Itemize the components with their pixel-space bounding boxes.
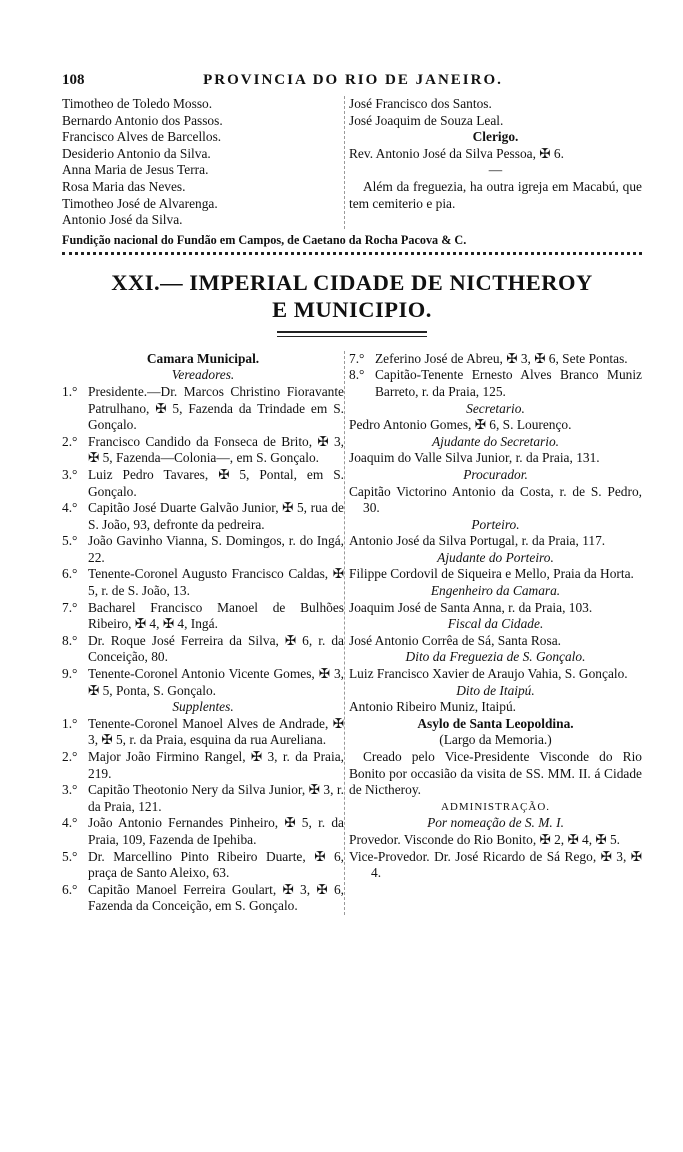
foundry-line: Fundição nacional do Fundão em Campos, de Caetano da Rocha Pacova & C.: [62, 232, 467, 247]
asylo-subheading: (Largo da Memoria.): [439, 732, 552, 748]
name-line: Francisco Alves de Barcellos.: [62, 129, 222, 145]
item-text: João Gavinho Vianna, S. Domingos, r. do Ingá, 22.: [88, 533, 344, 565]
item-text: Tenente-Coronel Manoel Alves de Andrade, ✠ 3, ✠ 5, r. da Praia, esquina da rua Aureliana.: [88, 715, 344, 748]
list-item: [349, 351, 642, 368]
name-line: Desiderio Antonio da Silva.: [62, 145, 211, 161]
top-right-column: [344, 96, 642, 229]
fiscal-itaipu-entry: Antonio Ribeiro Muniz, Itaipú.: [349, 699, 516, 715]
list-item: [62, 815, 344, 848]
fiscal-itaipu-heading: Dito de Itaipú.: [456, 682, 535, 698]
list-item: [62, 666, 344, 699]
secretario-entry: Pedro Antonio Gomes, ✠ 6, S. Lourenço.: [349, 417, 572, 433]
clerigo-entry: Rev. Antonio José da Silva Pessoa, ✠ 6.: [349, 145, 564, 161]
name-line: Timotheo de Toledo Mosso.: [62, 96, 213, 111]
section-title-line1: XXI.— IMPERIAL CIDADE DE NICTHEROY: [111, 269, 593, 295]
main-right-column: [344, 351, 642, 915]
item-number: 5.°: [62, 848, 78, 864]
top-left-column: [62, 96, 344, 229]
provedor-entry: Provedor. Visconde do Rio Bonito, ✠ 2, ✠ 4, ✠ 5.: [349, 831, 621, 847]
item-number: 4.°: [62, 500, 78, 516]
list-item: [62, 533, 344, 566]
item-number: 2.°: [62, 749, 78, 764]
list-item: [62, 882, 344, 915]
top-columns: [62, 96, 642, 229]
item-text: Capitão-Tenente Ernesto Alves Branco Muniz Barreto, r. da Praia, 125.: [375, 367, 642, 399]
engenheiro-heading: Engenheiro da Camara.: [430, 583, 561, 599]
ajudante-secretario-entry: Joaquim do Valle Silva Junior, r. da Praia, 131.: [349, 450, 600, 466]
item-text: Tenente-Coronel Antonio Vicente Gomes, ✠ 3, ✠ 5, Ponta, S. Gonçalo.: [88, 666, 344, 698]
parish-note: Além da freguezia, ha outra igreja em Macabú, que tem cemiterio e pia.: [349, 178, 642, 211]
name-line: Anna Maria de Jesus Terra.: [62, 162, 209, 178]
item-text: Capitão José Duarte Galvão Junior, ✠ 5, rua de S. João, 93, defronte da pedreira.: [88, 500, 344, 532]
item-text: Tenente-Coronel Augusto Francisco Caldas, ✠ 5, r. de S. João, 13.: [88, 566, 344, 599]
section-title-line2: E MUNICIPIO.: [272, 296, 432, 322]
name-line: Timotheo José de Alvarenga.: [62, 195, 218, 211]
name-line: Antonio José da Silva.: [62, 212, 183, 228]
page: [62, 72, 642, 915]
name-line: José Joaquim de Souza Leal.: [349, 112, 504, 128]
nomeacao-heading: Por nomeação de S. M. I.: [427, 815, 564, 831]
list-item: [62, 467, 344, 500]
item-number: 6.°: [62, 566, 78, 582]
list-item: [62, 716, 344, 749]
section-title: [62, 269, 642, 323]
administracao-heading: ADMINISTRAÇÃO.: [440, 800, 551, 813]
item-text: Francisco Candido da Fonseca de Brito, ✠ 3, ✠ 5, Fazenda—Colonia—, em S. Gonçalo.: [88, 433, 344, 466]
page-number: 108: [62, 72, 85, 88]
list-item: [62, 500, 344, 533]
list-item: [62, 600, 344, 633]
supplentes-list: [62, 716, 344, 915]
name-line: José Francisco dos Santos.: [349, 96, 492, 111]
ajudante-secretario-heading: Ajudante do Secretario.: [431, 433, 560, 449]
secretario-heading: Secretario.: [466, 400, 525, 416]
main-columns: [62, 351, 642, 915]
vereadores-heading: Vereadores.: [171, 367, 235, 383]
item-number: 3.°: [62, 466, 78, 482]
item-number: 1.°: [62, 383, 78, 399]
running-title: PROVINCIA DO RIO DE JANEIRO.: [203, 72, 503, 88]
item-text: Bacharel Francisco Manoel de Bulhões Ribeiro, ✠ 4, ✠ 4, Ingá.: [88, 599, 344, 632]
fiscal-sao-goncalo-heading: Dito da Freguezia de S. Gonçalo.: [405, 649, 586, 665]
porteiro-entry: Antonio José da Silva Portugal, r. da Praia, 117.: [349, 533, 606, 549]
asylo-text: Creado pelo Vice-Presidente Visconde do Rio Bonito por occasião da visita de SS. MM. II. á Cidade de Nictheroy.: [349, 749, 642, 798]
item-number: 7.°: [62, 599, 78, 615]
list-item: [349, 367, 642, 400]
porteiro-heading: Porteiro.: [471, 516, 520, 532]
item-text: Presidente.—Dr. Marcos Christino Fioravante Patrulhano, ✠ 5, Fazenda da Trindade em S. Gonçalo.: [88, 383, 344, 433]
ajudante-porteiro-entry: Filippe Cordovil de Siqueira e Mello, Praia da Horta.: [349, 566, 634, 582]
item-number: 2.°: [62, 433, 78, 449]
engenheiro-entry: Joaquim José de Santa Anna, r. da Praia, 103.: [349, 599, 593, 615]
item-number: 9.°: [62, 666, 78, 682]
name-line: Rosa Maria das Neves.: [62, 178, 186, 194]
camara-heading: Camara Municipal.: [146, 350, 260, 366]
list-item: [62, 384, 344, 434]
item-text: Dr. Marcellino Pinto Ribeiro Duarte, ✠ 6, praça de Santo Aleixo, 63.: [88, 848, 344, 881]
item-number: 6.°: [62, 881, 78, 897]
item-number: 1.°: [62, 715, 78, 731]
clerigo-heading: Clerigo.: [472, 129, 519, 145]
item-number: 8.°: [349, 367, 365, 383]
item-number: 3.°: [62, 782, 78, 798]
fiscal-sao-goncalo-entry: Luiz Francisco Xavier de Araujo Vahia, S. Gonçalo.: [349, 666, 628, 682]
asylo-heading: Asylo de Santa Leopoldina.: [417, 715, 574, 731]
dash-divider: —: [488, 162, 503, 178]
main-left-column: [62, 351, 344, 915]
list-item: [62, 749, 344, 782]
item-text: Zeferino José de Abreu, ✠ 3, ✠ 6, Sete Pontas.: [375, 350, 628, 366]
item-number: 4.°: [62, 815, 78, 831]
vice-provedor-entry: Vice-Provedor. Dr. José Ricardo de Sá Rego, ✠ 3, ✠ 4.: [349, 848, 642, 881]
ornamental-rule: [62, 252, 642, 263]
item-text: Luiz Pedro Tavares, ✠ 5, Pontal, em S. Gonçalo.: [88, 466, 344, 499]
item-number: 7.°: [349, 350, 365, 366]
item-number: 5.°: [62, 533, 78, 549]
item-text: Capitão Manoel Ferreira Goulart, ✠ 3, ✠ 6, Fazenda da Conceição, em S. Gonçalo.: [88, 881, 344, 914]
list-item: [62, 633, 344, 666]
item-number: 8.°: [62, 632, 78, 648]
item-text: Major João Firmino Rangel, ✠ 3, r. da Praia, 219.: [88, 749, 344, 781]
title-rule: [277, 331, 427, 337]
list-item: [62, 434, 344, 467]
procurador-heading: Procurador.: [463, 466, 528, 482]
ajudante-porteiro-heading: Ajudante do Porteiro.: [437, 549, 554, 565]
fiscal-entry: José Antonio Corrêa de Sá, Santa Rosa.: [349, 632, 561, 648]
vereadores-list: [62, 384, 344, 699]
item-text: Dr. Roque José Ferreira da Silva, ✠ 6, r. da Conceição, 80.: [88, 632, 344, 665]
supplentes-heading: Supplentes.: [172, 699, 234, 715]
item-text: Capitão Theotonio Nery da Silva Junior, ✠ 3, r. da Praia, 121.: [88, 782, 344, 814]
procurador-entry: Capitão Victorino Antonio da Costa, r. de S. Pedro, 30.: [349, 483, 642, 516]
running-header: [62, 72, 642, 96]
list-item: [62, 782, 344, 815]
fiscal-heading: Fiscal da Cidade.: [447, 616, 544, 632]
item-text: João Antonio Fernandes Pinheiro, ✠ 5, r. da Praia, 109, Fazenda de Ipehiba.: [88, 815, 344, 847]
name-line: Bernardo Antonio dos Passos.: [62, 112, 223, 128]
list-item: [62, 566, 344, 599]
list-item: [62, 849, 344, 882]
